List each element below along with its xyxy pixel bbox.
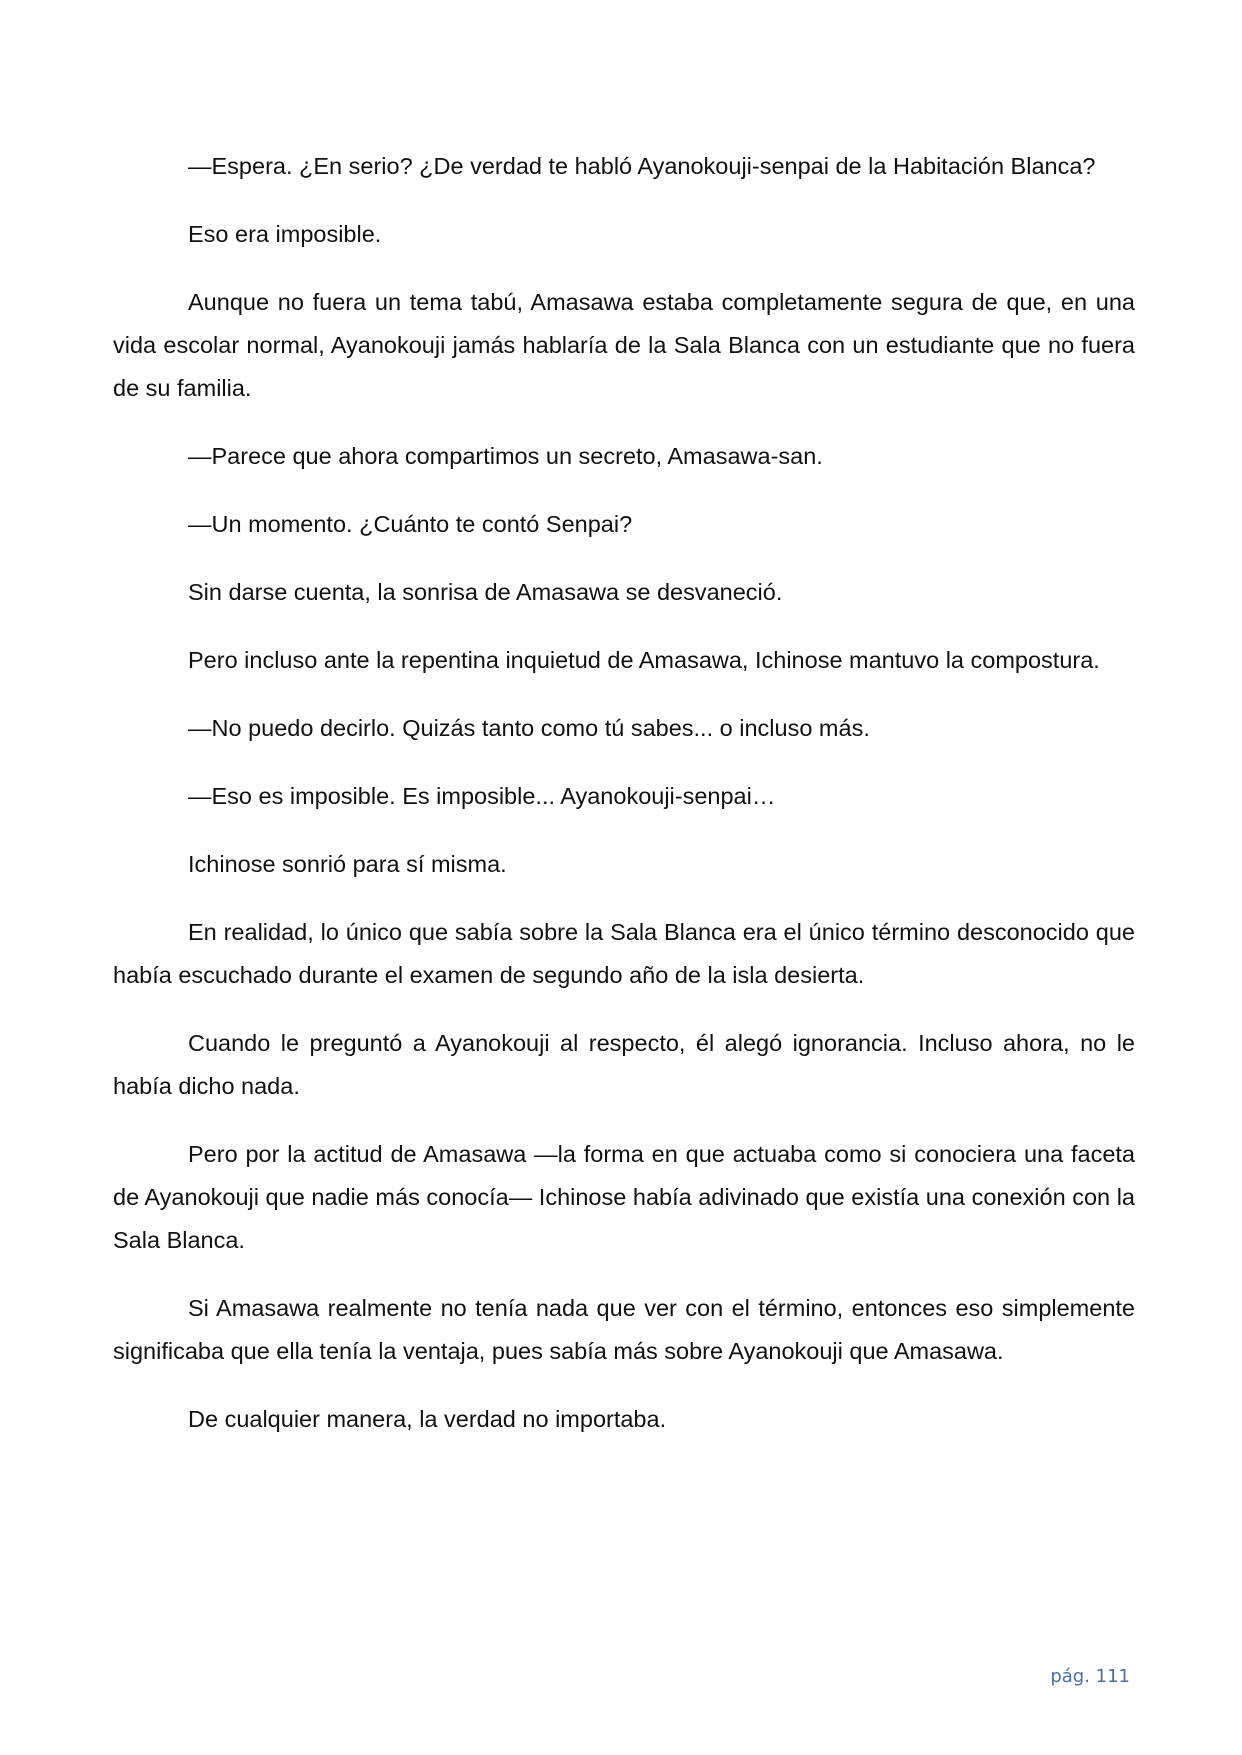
paragraph: —Parece que ahora compartimos un secreto, Amasawa-san. [188,443,823,469]
paragraph: Aunque no fuera un tema tabú, Amasawa estaba completamente segura de que, en una vida escolar normal, Ayanokouji jamás hablaría de la Sala Blanca con un estudiante que no fuera de su familia. [113,289,1135,401]
page-number: pág. 111 [1050,1666,1130,1687]
paragraph: De cualquier manera, la verdad no importaba. [188,1406,667,1432]
paragraph: —Eso es imposible. Es imposible... Ayanokouji-senpai… [188,783,776,809]
body-text [113,145,1135,1466]
paragraph: Pero por la actitud de Amasawa —la forma en que actuaba como si conociera una faceta de Ayanokouji que nadie más conocía— Ichinose había adivinado que existía una conexión con la Sala Blanca. [113,1141,1135,1253]
paragraph: En realidad, lo único que sabía sobre la Sala Blanca era el único término desconocido que había escuchado durante el examen de segundo año de la isla desierta. [113,919,1135,988]
paragraph: Eso era imposible. [188,221,382,247]
paragraph: Ichinose sonrió para sí misma. [188,851,507,877]
paragraph: —No puedo decirlo. Quizás tanto como tú sabes... o incluso más. [188,715,870,741]
paragraph: —Un momento. ¿Cuánto te contó Senpai? [188,511,633,537]
paragraph: Sin darse cuenta, la sonrisa de Amasawa se desvaneció. [188,579,783,605]
paragraph: —Espera. ¿En serio? ¿De verdad te habló Ayanokouji-senpai de la Habitación Blanca? [188,153,1096,179]
paragraph: Cuando le preguntó a Ayanokouji al respecto, él alegó ignorancia. Incluso ahora, no le había dicho nada. [113,1030,1135,1099]
paragraph: Pero incluso ante la repentina inquietud de Amasawa, Ichinose mantuvo la compostura. [188,647,1100,673]
paragraph: Si Amasawa realmente no tenía nada que ver con el término, entonces eso simplemente significaba que ella tenía la ventaja, pues sabía más sobre Ayanokouji que Amasawa. [113,1295,1135,1364]
